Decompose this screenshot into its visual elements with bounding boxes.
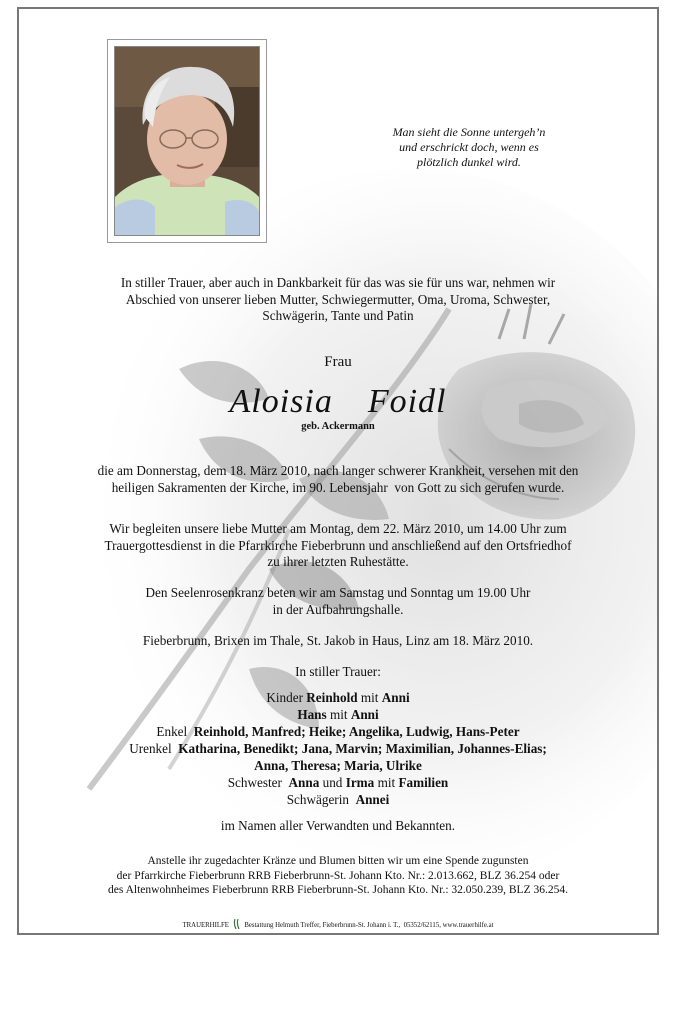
- relation-label: Urenkel: [129, 741, 172, 756]
- funeral-home-footer: [19, 919, 657, 929]
- connector-word: mit: [377, 775, 396, 790]
- mourners-list: [19, 689, 657, 808]
- footer-brand: TRAUERHILFE: [182, 922, 229, 929]
- portrait-photo: [114, 46, 260, 236]
- mourner-name: Familien: [398, 775, 449, 790]
- relation-label: Kinder: [266, 690, 303, 705]
- mourner-name: Anna: [288, 775, 320, 790]
- connector-word: und: [322, 775, 343, 790]
- mourner-names: Anna, Theresa; Maria, Ulrike: [254, 758, 422, 773]
- schwaegerin-line: [19, 791, 657, 808]
- mourner-name: Reinhold: [306, 690, 358, 705]
- rosary-paragraph: [19, 585, 657, 618]
- mourner-name: Hans: [297, 707, 327, 722]
- kinder-line: [19, 689, 657, 706]
- memorial-quote: [349, 125, 589, 170]
- text-line: heiligen Sakramenten der Kirche, im 90. Lebensjahr von Gott zu sich gerufen wurde.: [111, 480, 565, 495]
- intro-text: [19, 275, 657, 325]
- enkel-line: [19, 723, 657, 740]
- text-line: die am Donnerstag, dem 18. März 2010, nach langer schwerer Krankheit, versehen mit den: [97, 463, 579, 478]
- urenkel-line: [19, 757, 657, 774]
- mourner-name: Irma: [345, 775, 375, 790]
- donation-line: der Pfarrkirche Fieberbrunn RRB Fieberbrunn-St. Johann Kto. Nr.: 2.013.662, BLZ 36.254 oder: [116, 869, 560, 882]
- quote-line: plötzlich dunkel wird.: [417, 155, 521, 169]
- portrait-frame: [107, 39, 267, 243]
- connector-word: mit: [329, 707, 348, 722]
- donation-line: des Altenwohnheimes Fieberbrunn RRB Fieberbrunn-St. Johann Kto. Nr.: 32.050.239, BLZ 36.254.: [108, 884, 568, 896]
- donation-request: [19, 854, 657, 898]
- page-margin: [0, 935, 680, 1030]
- text-line: Wir begleiten unsere liebe Mutter am Montag, dem 22. März 2010, um 14.00 Uhr zum: [109, 521, 567, 536]
- place-date: Fieberbrunn, Brixen im Thale, St. Jakob in Haus, Linz am 18. März 2010.: [142, 633, 534, 648]
- salutation: Frau: [324, 354, 352, 370]
- trauerhilfe-logo-icon: [233, 919, 241, 929]
- quote-line: und erschrickt doch, wenn es: [399, 140, 539, 154]
- donation-line: Anstelle ihr zugedachter Kränze und Blumen bitten wir um eine Spende zugunsten: [147, 855, 529, 867]
- footer-text: Bestattung Helmuth Treffer, Fieberbrunn-St. Johann i. T., 05352/62115, www.trauerhilfe.at: [244, 922, 494, 929]
- mourner-names: Katharina, Benedikt; Jana, Marvin; Maximilian, Johannes-Elias;: [178, 741, 547, 756]
- obituary-card: [17, 7, 659, 935]
- urenkel-line: [19, 740, 657, 757]
- intro-line: In stiller Trauer, aber auch in Dankbarkeit für das was sie für uns war, nehmen wir: [120, 275, 556, 290]
- mourners-heading: In stiller Trauer:: [295, 664, 381, 679]
- text-line: zu ihrer letzten Ruhestätte.: [267, 554, 409, 569]
- relation-label: Schwester: [227, 775, 282, 790]
- mourner-names: Reinhold, Manfred; Heike; Angelika, Ludwig, Hans-Peter: [193, 724, 520, 739]
- quote-line: Man sieht die Sonne untergeh’n: [392, 125, 546, 139]
- death-paragraph: [19, 462, 657, 496]
- mourner-name: Anni: [350, 707, 379, 722]
- maiden-name: geb. Ackermann: [301, 421, 375, 432]
- intro-line: Schwägerin, Tante und Patin: [262, 308, 414, 323]
- relation-label: Enkel: [156, 724, 188, 739]
- text-line: Trauergottesdienst in die Pfarrkirche Fieberbrunn und anschließend auf den Ortsfriedhof: [104, 537, 572, 553]
- mourner-name: Anni: [381, 690, 410, 705]
- kinder-line: [19, 706, 657, 723]
- text-line: Den Seelenrosenkranz beten wir am Samstag und Sonntag um 19.00 Uhr: [145, 585, 531, 600]
- relation-label: Schwägerin: [286, 792, 349, 807]
- intro-line: Abschied von unserer lieben Mutter, Schwiegermutter, Oma, Uroma, Schwester,: [125, 291, 551, 307]
- mourner-name: Annei: [355, 792, 390, 807]
- deceased-name: Aloisia Foidl: [229, 383, 447, 420]
- text-line: in der Aufbahrungshalle.: [272, 601, 404, 617]
- connector-word: mit: [360, 690, 379, 705]
- funeral-paragraph: [19, 521, 657, 571]
- schwester-line: [19, 774, 657, 791]
- closing-line: im Namen aller Verwandten und Bekannten.: [220, 818, 456, 833]
